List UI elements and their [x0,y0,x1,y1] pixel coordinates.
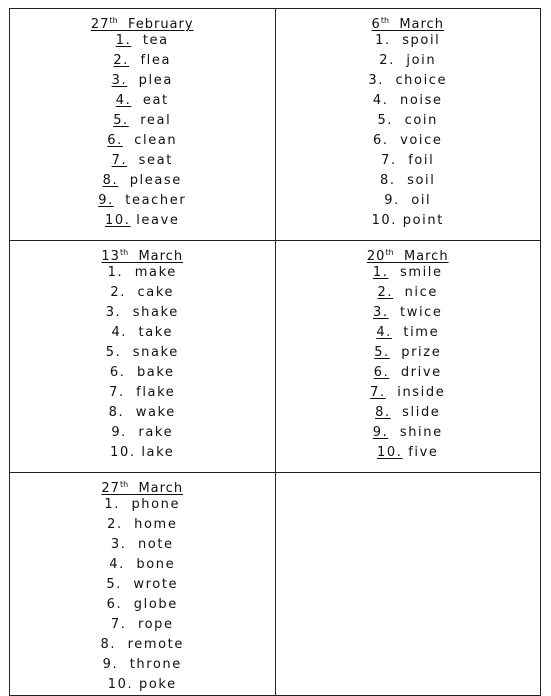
heading-day-suffix: th [380,16,390,25]
word-number: 2. [110,285,127,300]
list-item [276,111,541,131]
table-row [10,473,541,696]
word-number: 10. [105,213,131,228]
heading-day: 20 [366,249,386,264]
word-number: 5. [374,345,390,360]
word-number: 5. [377,113,394,128]
list-item [10,535,275,555]
word-number: 7. [110,617,127,632]
word-number: 9. [372,425,389,440]
word-text: time [403,325,440,340]
word-text: home [134,517,178,532]
word-number: 8. [102,173,119,188]
word-text: five [408,445,439,460]
word-number: 5. [113,113,129,128]
word-text: leave [136,213,180,228]
word-number: 4. [111,325,128,340]
word-number: 4. [372,93,389,108]
heading-month: February [127,17,194,32]
list-item [10,111,275,131]
word-text: noise [400,93,443,108]
word-text: cake [137,285,175,300]
word-number: 7. [381,153,397,168]
week-cell [275,9,541,241]
word-number: 7. [109,385,125,400]
list-item [276,343,541,363]
list-item [10,263,275,283]
list-item [10,595,275,615]
word-text: make [134,265,177,280]
word-number: 9. [384,193,400,208]
word-number: 4. [115,93,132,108]
word-number: 9. [102,657,119,672]
heading-month: March [403,249,449,264]
week-heading [10,476,275,496]
word-text: smile [399,265,443,280]
word-number: 6. [107,133,123,148]
word-number: 5. [106,577,122,592]
word-text: plea [138,73,173,88]
word-number: 3. [372,305,389,320]
list-item [10,575,275,595]
list-item [276,383,541,403]
word-text: prize [401,345,442,360]
word-text: clean [134,133,178,148]
list-item [276,443,541,463]
list-item [10,655,275,675]
word-text: flea [140,53,172,68]
word-list [10,263,275,463]
word-number: 10. [371,213,398,228]
list-item [10,383,275,403]
word-number: 3. [111,73,128,88]
word-text: inside [397,385,446,400]
word-text: lake [141,445,175,460]
word-number: 8. [380,173,396,188]
empty-cell [275,473,541,696]
list-item [276,91,541,111]
heading-text [367,249,449,264]
list-item [10,515,275,535]
list-item [276,191,541,211]
list-item [10,91,275,111]
word-number: 6. [106,597,123,612]
heading-text [101,249,183,264]
word-text: shine [399,425,443,440]
word-list [276,263,541,463]
word-number: 7. [111,153,128,168]
word-text: rake [138,425,174,440]
list-item [276,323,541,343]
heading-day: 27 [101,481,120,496]
heading-day: 13 [101,249,120,264]
word-text: voice [400,133,443,148]
heading-day: 27 [90,17,110,32]
list-item [276,51,541,71]
list-item [10,71,275,91]
list-item [276,423,541,443]
list-item [276,211,541,231]
heading-day: 6 [371,17,381,32]
word-number: 3. [368,73,384,88]
list-item [276,363,541,383]
list-item [10,131,275,151]
list-item [276,71,541,91]
word-number: 10. [110,445,136,460]
word-text: flake [136,385,176,400]
list-item [10,363,275,383]
word-text: join [406,53,437,68]
word-text: globe [133,597,178,612]
word-text: twice [400,305,443,320]
list-item [10,423,275,443]
week-heading [10,12,275,32]
word-text: rope [137,617,174,632]
word-list [276,31,541,231]
heading-day-suffix: th [119,480,129,489]
list-item [10,171,275,191]
word-number: 4. [109,557,125,572]
list-item [276,31,541,51]
word-number: 3. [110,537,127,552]
word-number: 1. [104,497,120,512]
list-item [10,151,275,171]
word-number: 6. [373,133,389,148]
word-text: choice [395,73,448,88]
word-number: 1. [375,33,391,48]
word-number: 9. [111,425,127,440]
list-item [276,131,541,151]
list-item [10,51,275,71]
word-text: spoil [402,33,441,48]
list-item [276,171,541,191]
word-number: 8. [100,637,117,652]
word-text: foil [408,153,435,168]
list-item [276,403,541,423]
word-text: nice [404,285,438,300]
word-number: 8. [375,405,391,420]
word-text: poke [139,677,177,692]
list-item [10,323,275,343]
word-text: wake [135,405,176,420]
list-item [10,283,275,303]
heading-day-suffix: th [119,248,129,257]
word-text: phone [131,497,181,512]
word-number: 4. [376,325,392,340]
list-item [10,635,275,655]
word-number: 3. [105,305,122,320]
word-text: please [129,173,182,188]
week-cell [275,241,541,473]
spelling-table [9,8,541,696]
word-number: 1. [372,265,389,280]
list-item [10,555,275,575]
word-text: oil [411,193,432,208]
week-cell [10,241,276,473]
word-text: throne [129,657,182,672]
word-number: 10. [107,677,134,692]
word-number: 8. [108,405,125,420]
list-item [10,443,275,463]
list-item [10,211,275,231]
heading-text [91,17,194,32]
word-number: 2. [113,53,130,68]
list-item [10,675,275,695]
word-text: note [137,537,174,552]
list-item [10,495,275,515]
week-cell [10,9,276,241]
word-text: soil [407,173,436,188]
word-text: drive [400,365,442,380]
table-row [10,9,541,241]
heading-day-suffix: th [385,248,394,257]
word-list [10,31,275,231]
word-text: tea [142,33,169,48]
list-item [10,31,275,51]
list-item [10,615,275,635]
word-list [10,495,275,695]
word-text: shake [132,305,179,320]
list-item [276,283,541,303]
word-number: 7. [370,385,386,400]
word-text: eat [142,93,169,108]
heading-text [101,481,183,496]
heading-text [372,17,444,32]
word-text: wrote [133,577,179,592]
word-text: snake [132,345,179,360]
heading-month: March [399,17,444,32]
list-item [10,403,275,423]
list-item [276,151,541,171]
word-number: 2. [107,517,123,532]
word-text: slide [402,405,441,420]
week-heading [276,244,541,264]
list-item [10,343,275,363]
word-number: 9. [98,193,114,208]
list-item [276,303,541,323]
word-text: remote [127,637,184,652]
word-number: 1. [115,33,132,48]
word-text: real [140,113,172,128]
word-text: point [402,213,444,228]
week-heading [276,12,541,32]
week-cell [10,473,276,696]
word-number: 6. [109,365,126,380]
word-text: seat [138,153,173,168]
word-text: teacher [125,193,187,208]
word-number: 2. [379,53,395,68]
list-item [10,191,275,211]
word-number: 10. [377,445,403,460]
heading-month: March [138,249,184,264]
list-item [10,303,275,323]
word-number: 6. [373,365,390,380]
word-number: 5. [105,345,122,360]
table-row [10,241,541,473]
word-text: bone [136,557,176,572]
word-text: take [138,325,174,340]
heading-day-suffix: th [109,16,118,25]
word-text: coin [404,113,438,128]
list-item [276,263,541,283]
word-number: 1. [107,265,124,280]
week-heading [10,244,275,264]
heading-month: March [138,481,184,496]
word-number: 2. [377,285,394,300]
word-text: bake [136,365,175,380]
